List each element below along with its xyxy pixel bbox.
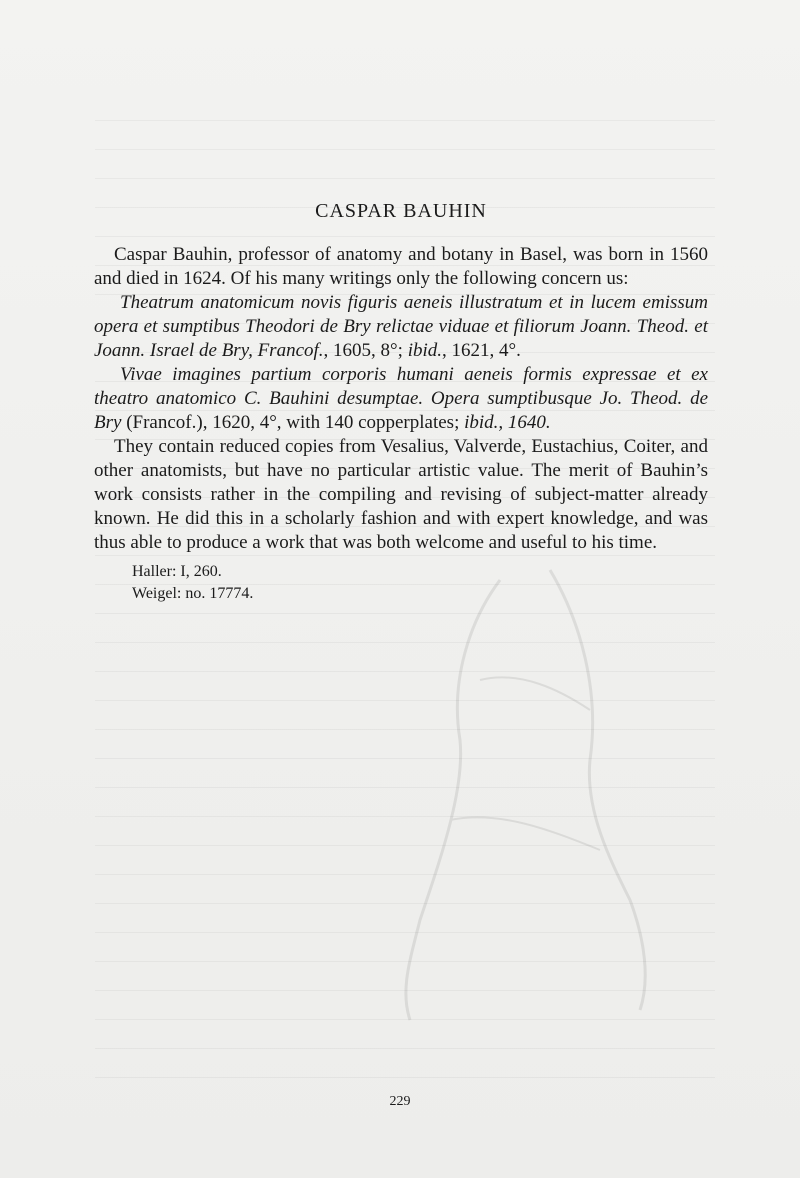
citation-place: (Francof.) [121, 412, 203, 433]
page-number: 229 [389, 1094, 411, 1109]
article [94, 200, 708, 605]
citation-tail: , 1621, 4°. [442, 340, 521, 361]
citation-tail: , 1640. [498, 412, 551, 433]
article-heading: CASPAR BAUHIN [315, 200, 487, 222]
show-through-figure [380, 560, 710, 1030]
citation-ibid: ibid. [407, 340, 442, 361]
reference-haller: Haller: I, 260. [132, 563, 222, 580]
intro-paragraph: Caspar Bauhin, professor of anatomy and botany in Basel, was born in 1560 and died in 1624. Of his many writings only the following concern us: [94, 244, 708, 289]
citation-title: Vivae imagines partium corporis humani aeneis formis expressae et ex theatro anatomico C. Bauhini desumptae. Opera sumptibusque Jo. Theod. de Bry [94, 364, 708, 433]
citation-vivae [94, 363, 708, 435]
references [94, 561, 708, 605]
citation-theatrum [94, 291, 708, 363]
reference-weigel: Weigel: no. 17774. [132, 585, 254, 602]
citation-ibid: ibid. [464, 412, 499, 433]
commentary-paragraph: They contain reduced copies from Vesalius, Valverde, Eustachius, Coiter, and other anatomists, but have no particular artistic value. The merit of Bauhin’s work consists rather in the compiling and revising of subject-matter already known. He did this in a scholarly fashion and with expert knowledge, and was thus able to produce a work that was both welcome and useful to his time. [94, 436, 708, 553]
citation-title: Theatrum anatomicum novis figuris aeneis illustratum et in lucem emissum opera et sumptibus Theodori de Bry relictae viduae et filiorum Joann. Theod. et Joann. Israel de Bry, Francof. [94, 292, 708, 361]
citation-details: , 1620, 4°, with 140 copperplates; [202, 412, 465, 433]
citation-details: , 1605, 8°; [323, 340, 408, 361]
